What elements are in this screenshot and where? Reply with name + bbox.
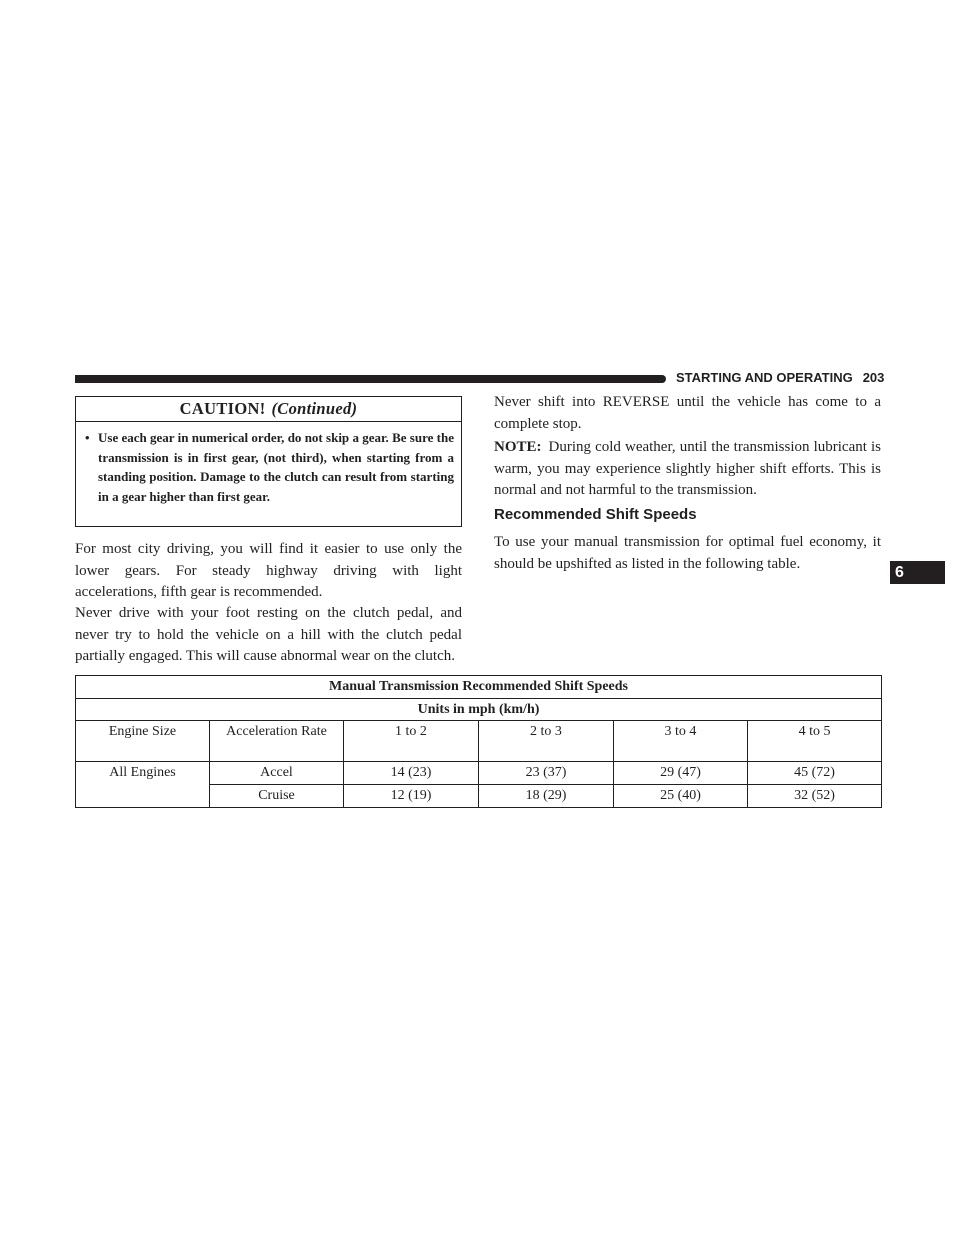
column-header: 1 to 2 (344, 721, 479, 762)
column-header: 2 to 3 (479, 721, 614, 762)
table-cell: 23 (37) (479, 762, 614, 785)
section-heading: Recommended Shift Speeds (494, 506, 697, 523)
rate-cell: Cruise (210, 785, 344, 808)
caution-text: Use each gear in numerical order, do not skip a gear. Be sure the transmission is in first gear, (not third), when starting from a standing position. Damage to the clutch can result from starting in a gear higher than first gear. (98, 430, 454, 504)
page-number: 203 (862, 370, 885, 385)
table-cell: 14 (23) (344, 762, 479, 785)
caution-continued: (Continued) (271, 399, 358, 418)
caution-heading (76, 397, 461, 422)
column-header: Engine Size (76, 721, 210, 762)
table-units: Units in mph (km/h) (76, 699, 882, 721)
column-header: Acceleration Rate (210, 721, 344, 762)
caution-box (75, 396, 462, 527)
table-title: Manual Transmission Recommended Shift Speeds (76, 676, 882, 699)
chapter-tab: 6 (890, 561, 945, 584)
table-cell: 32 (52) (748, 785, 882, 808)
table-cell: 12 (19) (344, 785, 479, 808)
section-title: STARTING AND OPERATING (676, 370, 853, 385)
rate-cell: Accel (210, 762, 344, 785)
clutch-paragraph: Never drive with your foot resting on the clutch pedal, and never try to hold the vehicle on a hill with the clutch pedal partially engaged. This will cause abnormal wear on the clutch. (75, 605, 462, 665)
shift-intro-paragraph: To use your manual transmission for optimal fuel economy, it should be upshifted as listed in the following table. (494, 534, 881, 572)
header-rule (75, 375, 666, 383)
table-cell: 18 (29) (479, 785, 614, 808)
caution-title: CAUTION! (179, 399, 266, 418)
city-driving-paragraph: For most city driving, you will find it easier to use only the lower gears. For steady highway driving with light accelerations, fifth gear is recommended. (75, 541, 462, 601)
note-paragraph (494, 437, 881, 502)
table-header-row (76, 721, 882, 762)
note-text: During cold weather, until the transmission lubricant is warm, you may experience slightly higher shift efforts. This is normal and not harmful to the transmission. (494, 439, 881, 499)
shift-speeds-table (75, 675, 882, 808)
running-header (676, 369, 884, 387)
reverse-paragraph: Never shift into REVERSE until the vehicle has come to a complete stop. (494, 394, 881, 432)
caution-body (76, 422, 461, 506)
table-cell: 25 (40) (614, 785, 748, 808)
note-label: NOTE: (494, 439, 542, 455)
column-header: 3 to 4 (614, 721, 748, 762)
table-cell: 45 (72) (748, 762, 882, 785)
table-cell: 29 (47) (614, 762, 748, 785)
table-row (76, 762, 882, 785)
engine-size-cell: All Engines (76, 762, 210, 808)
bullet-icon: • (85, 430, 90, 445)
column-header: 4 to 5 (748, 721, 882, 762)
